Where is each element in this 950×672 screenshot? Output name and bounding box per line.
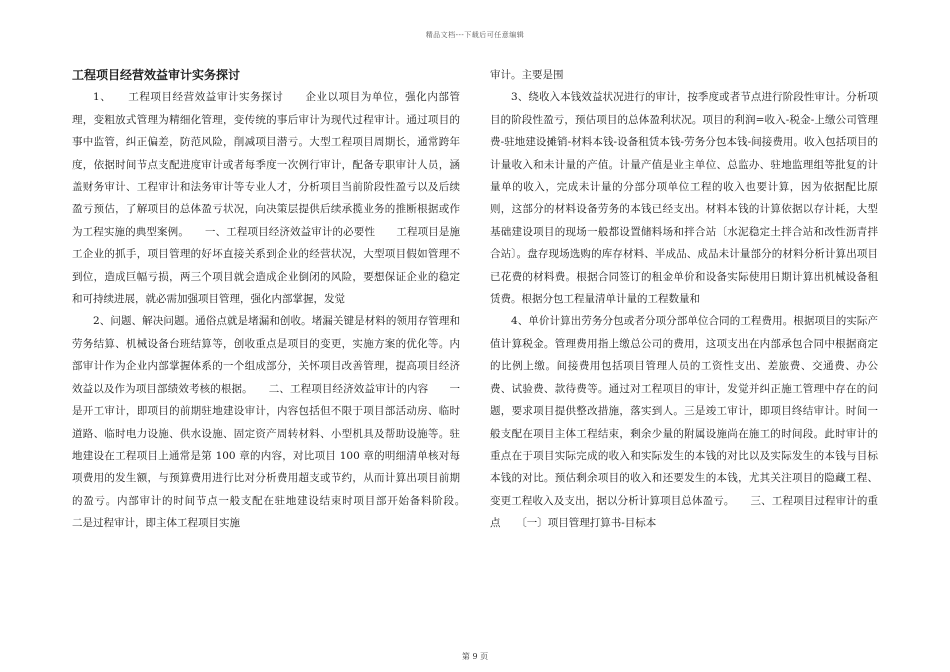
page-number: 第 9 页 bbox=[461, 652, 489, 661]
right-column bbox=[490, 64, 878, 624]
paragraph: 2、问题、解决问题。通俗点就是堵漏和创收。堵漏关键是材料的领用存管理和劳务结算、机械设备台班结算等，创收重点是项目的变更，实施方案的优化等。内部审计作为企业内部掌握体系的一个组成部分，关怀项目改善管理，提高项目经济效益以及作为项目部绩效考核的根据。 二、工程项目经济效益审计的内容 一是开工审计，即项目的前期驻地建设审计，内容包括但不限于项目部活动房、临时道路、临时电力设施、供水设施、固定资产周转材料、小型机具及帮助设施等。驻地建设在工程项目上通常是第 100 章的内容，对比项目 100 章的明细清单核对每项费用的发生额，与预算费用进行比对分析费用超支或节约，从而计算出项目前期的盈亏。内部审计的时间节点一般支配在驻地建设结束时项目部开始备料阶段。 二是过程审计，即主体工程项目实施 bbox=[72, 315, 481, 530]
paragraph: 3、绕收入本钱效益状况进行的审计，按季度或者节点进行阶段性审计。分析项目的阶段性盈亏，预估项目的总体盈利状况。项目的利润=收入-税金-上缴公司管理费-驻地建设摊销-材料本钱-设备租赁本钱-劳务分包本钱-间接费用。收入包括项目的计量收入和未计量的产值。计量产值是业主单位、总监办、驻地监理组等批复的计量单的收入，完成未计量的分部分项单位工程的收入也要计算，因为依据配比原则，这部分的材料设备劳务的本钱已经支出。材料本钱的计算依据以存计耗，大型基础建设项目的现场一般都设置储料场和拌合站〔水泥稳定土拌合站和改性沥青拌合站〕。盘存现场选购的库存材料、半成品、成品未计量部分的材料分析计算出项目已花费的材料费。根据合同签订的租金单价和设备实际使用日期计算出机械设备租赁费。根据分包工程量清单计量的工程数量和 bbox=[490, 91, 878, 306]
left-column bbox=[72, 64, 481, 624]
paragraph: 审计。主要是围 bbox=[490, 69, 564, 81]
paragraph: 4、单价计算出劳务分包或者分项分部单位合同的工程费用。根据项目的实际产值计算税金。管理费用指上缴总公司的费用，这项支出在内部承包合同中根据商定的比例上缴。间接费用包括项目管理人员的工资性支出、差旅费、交通费、办公费、试验费、款待费等。通过对工程项目的审计，发觉并纠正施工管理中存在的问题，要求项目提供整改措施，落实到人。三是竣工审计，即项目终结审计。时间一般支配在项目主体工程结束，剩余少量的附属设施尚在施工的时间段。此时审计的重点在于项目实际完成的收入和实际发生的本钱的对比以及实际发生的本钱与目标本钱的对比。预估剩余项目的收入和还要发生的本钱，尤其关注项目的隐藏工程、变更工程收入及支出，据以分析计算项目总体盈亏。 三、工程项目过程审计的重点 〔一〕项目管理打算书-目标本 bbox=[490, 315, 878, 530]
paragraph: 1、 工程项目经营效益审计实务探讨 企业以项目为单位，强化内部管理，变粗放式管理为精细化管理，变传统的事后审计为现代过程审计。通过项目的事中监管，纠正偏差，防范风险，削减项目潜亏。大型工程项目周期长，通常跨年度，依据时间节点支配进度审计或者每季度一次例行审计，配备专职审计人员，涵盖财务审计、工程审计和法务审计等专业人才，分析项目当前阶段性盈亏以及后续盈亏预估，了解项目的总体盈亏状况，向决策层提供后续承揽业务的推断根据或作为工程实施的典型案例。 一、工程项目经济效益审计的必要性 工程项目是施工企业的抓手，项目管理的好坏直接关系到企业的经营状况，大型项目假如管理不到位，造成巨幅亏损，两三个项目就会造成企业倒闭的风险，要想保证企业的稳定和可持续进展，就必需加强项目管理，强化内部掌握，发觉 bbox=[72, 91, 460, 306]
article-title: 工程项目经营效益审计实务探讨 bbox=[72, 68, 241, 82]
page-header: 精品文档---下载后可任意编辑 bbox=[425, 31, 525, 39]
